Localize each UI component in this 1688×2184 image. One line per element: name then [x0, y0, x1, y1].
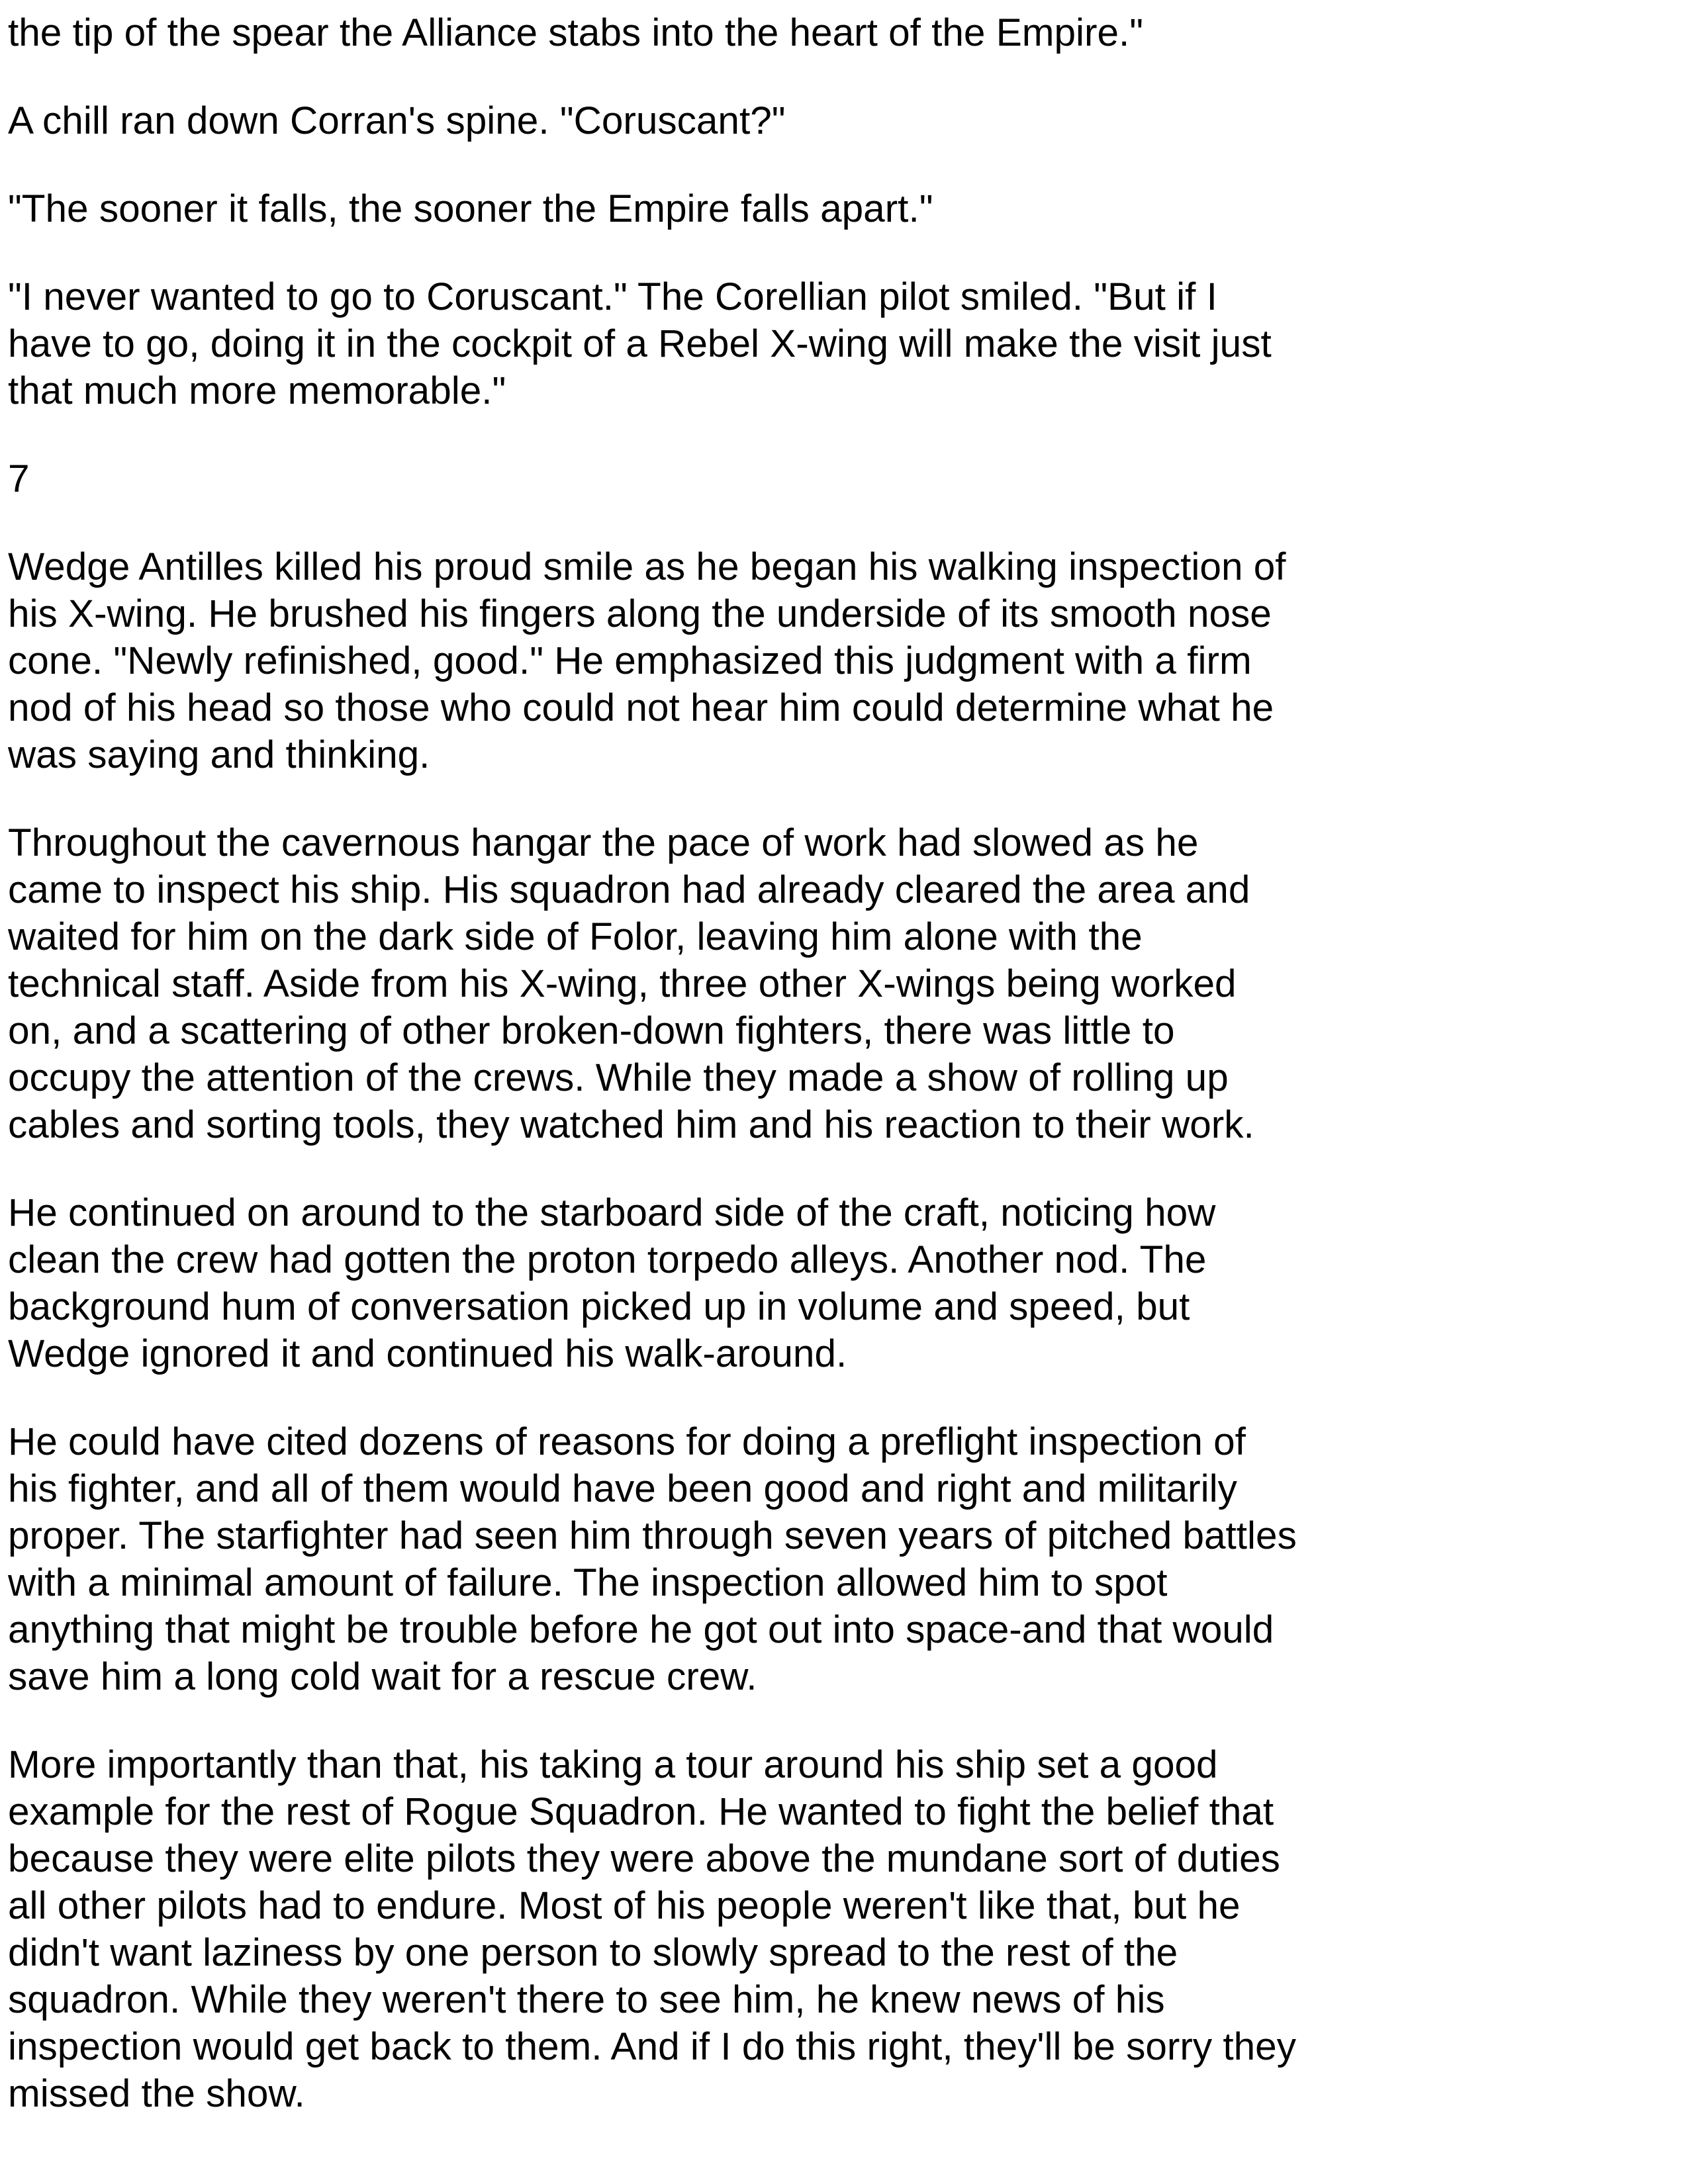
- paragraph-2: A chill ran down Corran's spine. "Coruscant?": [8, 99, 786, 142]
- paragraph-1: the tip of the spear the Alliance stabs into the heart of the Empire.": [8, 11, 1144, 54]
- paragraph-3: "The sooner it falls, the sooner the Empire falls apart.": [8, 187, 933, 230]
- chapter-number: 7: [8, 457, 30, 500]
- paragraph-5: Wedge Antilles killed his proud smile as he began his walking inspection of his X-wing. He brushed his fingers along the underside of its smooth nose cone. "Newly refinished, good." He emphasized this judgment with a firm nod of his head so those who could not hear him could determine what he was saying and thinking.: [8, 545, 1286, 776]
- document-page: [8, 9, 1385, 2158]
- paragraph-4: "I never wanted to go to Coruscant." The Corellian pilot smiled. "But if I have to go, doing it in the cockpit of a Rebel X-wing will make the visit just that much more memorable.": [8, 275, 1272, 412]
- paragraph-7: He continued on around to the starboard side of the craft, noticing how clean the crew had gotten the proton torpedo alleys. Another nod. The background hum of conversation picked up in volume and speed, but Wedge ignored it and continued his walk-around.: [8, 1191, 1216, 1375]
- paragraph-9: More importantly than that, his taking a tour around his ship set a good example for the rest of Rogue Squadron. He wanted to fight the belief that because they were elite pilots they were above the mundane sort of duties all other pilots had to endure. Most of his people weren't like that, but he didn't want laziness by one person to slowly spread to the rest of the squadron. While they weren't there to see him, he knew news of his inspection would get back to them. And if I do this right, they'll be sorry they missed the show.: [8, 1743, 1296, 2115]
- paragraph-8: He could have cited dozens of reasons for doing a preflight inspection of his fighter, and all of them would have been good and right and militarily proper. The starfighter had seen him through seven years of pitched battles with a minimal amount of failure. The inspection allowed him to spot anything that might be trouble before he got out into space-and that would save him a long cold wait for a rescue crew.: [8, 1420, 1297, 1698]
- paragraph-6: Throughout the cavernous hangar the pace of work had slowed as he came to inspect his ship. His squadron had already cleared the area and waited for him on the dark side of Folor, leaving him alone with the technical staff. Aside from his X-wing, three other X-wings being worked on, and a scattering of other broken-down fighters, there was little to occupy the attention of the crews. While they made a show of rolling up cables and sorting tools, they watched him and his reaction to their work.: [8, 821, 1254, 1146]
